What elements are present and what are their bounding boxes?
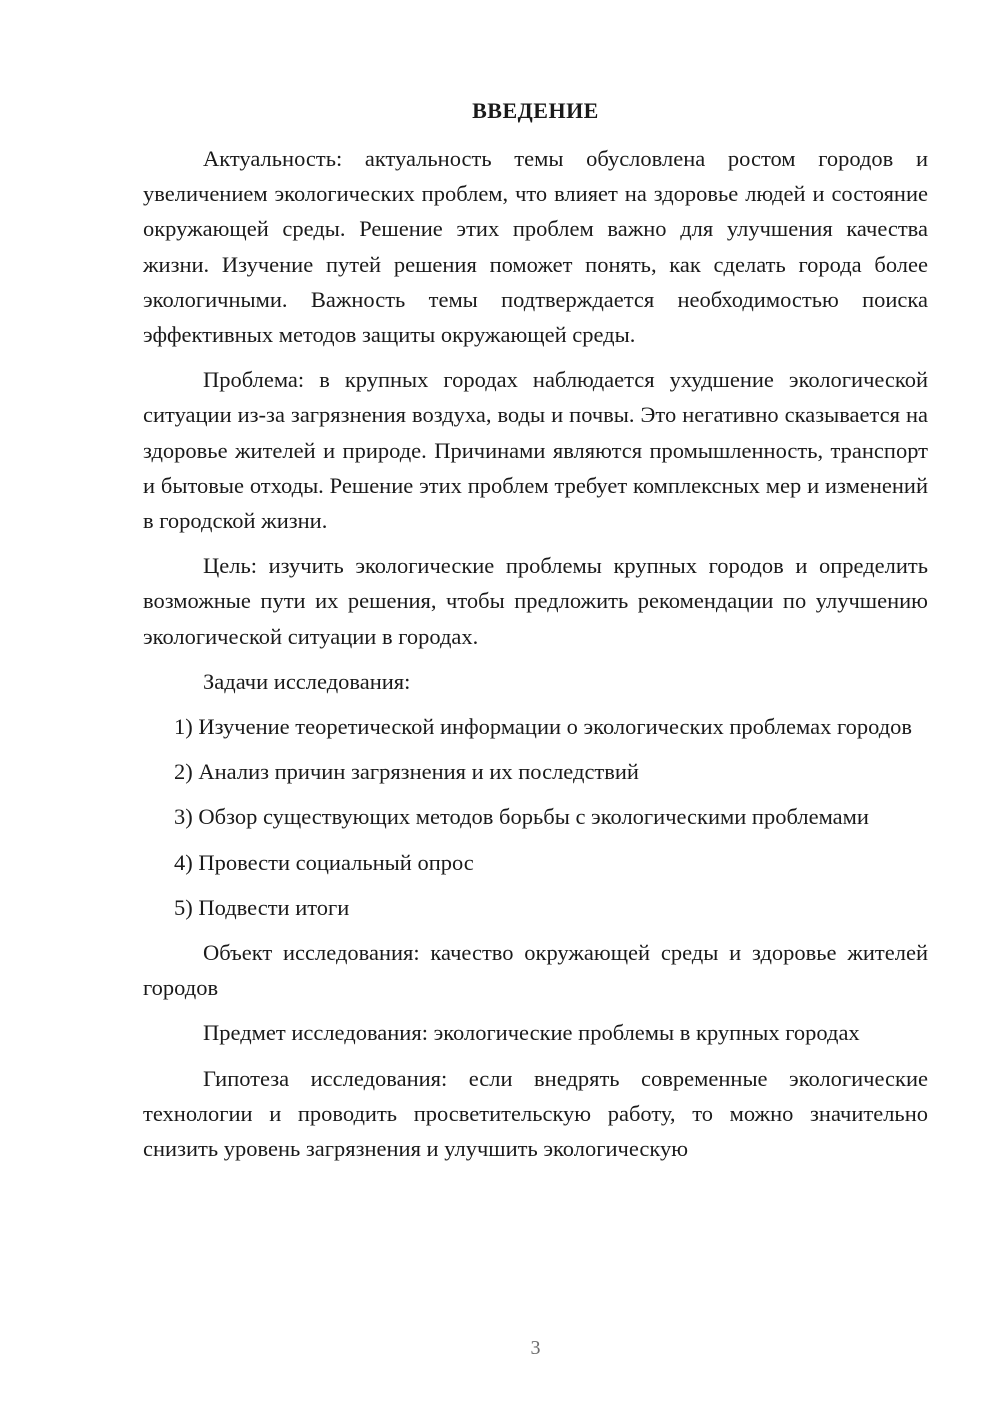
page-number: 3 [530, 1337, 541, 1359]
task-item-4: 4) Провести социальный опрос [174, 849, 474, 875]
document-body [143, 141, 928, 1166]
hypothesis-paragraph: Гипотеза исследования: если внедрять современные экологические технологии и проводить просветительскую работу, то можно значительно снизить уровень загрязнения и улучшить экологическую [143, 1065, 928, 1162]
object-paragraph: Объект исследования: качество окружающей среды и здоровье жителей городов [143, 940, 928, 1001]
relevance-paragraph: Актуальность: актуальность темы обусловлена ростом городов и увеличением экологических проблем, что влияет на здоровье людей и состояние окружающей среды. Решение этих проблем важно для улучшения качества жизни. Изучение путей решения поможет понять, как сделать города более экологичными. Важность темы подтверждается необходимостью поиска эффективных методов защиты окружающей среды. [143, 146, 928, 348]
task-item-2: 2) Анализ причин загрязнения и их последствий [174, 759, 639, 785]
task-item-5: 5) Подвести итоги [174, 894, 350, 920]
goal-paragraph: Цель: изучить экологические проблемы крупных городов и определить возможные пути их решения, чтобы предложить рекомендации по улучшению экологической ситуации в городах. [143, 553, 928, 649]
section-title: ВВЕДЕНИЕ [472, 98, 599, 123]
problem-paragraph: Проблема: в крупных городах наблюдается ухудшение экологической ситуации из-за загрязнения воздуха, воды и почвы. Это негативно сказывается на здоровье жителей и природе. Причинами являются промышленность, транспорт и бытовые отходы. Решение этих проблем требует комплексных мер и изменений в городской жизни. [143, 367, 928, 534]
tasks-heading: Задачи исследования: [203, 668, 411, 694]
task-item-1: 1) Изучение теоретической информации о экологических проблемах городов [174, 714, 913, 740]
document-page [143, 0, 928, 1414]
task-item-3: 3) Обзор существующих методов борьбы с экологическими проблемами [174, 804, 869, 830]
subject-paragraph: Предмет исследования: экологические проблемы в крупных городах [203, 1020, 860, 1046]
